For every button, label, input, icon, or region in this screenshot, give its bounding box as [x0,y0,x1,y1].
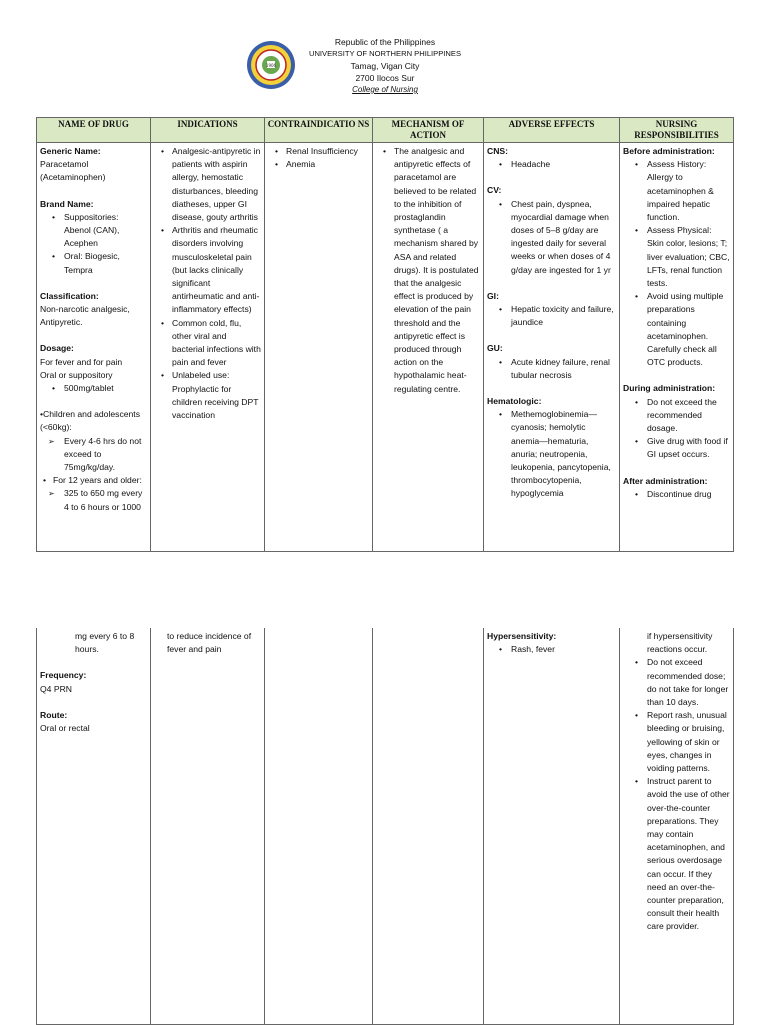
cv-label: CV: [487,185,502,196]
classification-2: Antipyretic. [40,317,83,328]
col-header-nursing: NURSING RESPONSIBILITIES [620,118,734,143]
children-dosage-item: ➢ Every 4-6 hrs do not exceed to 75mg/kg/day. [40,435,147,475]
mechanism-cell [373,143,484,552]
drug-study-table [36,117,734,552]
hematologic-label: Hematologic: [487,396,542,407]
col-header-contraindications: CONTRAINDICATIO NS [265,118,373,143]
list-item: • Analgesic-antipyretic in patients with aspirin allergy, hemostatic disturbances, bleeding diatheses, upper GI disease, gouty arthritis [154,145,261,224]
frequency-label: Frequency: [40,670,87,681]
list-item: • Report rash, unusual bleeding or bruising, yellowing of skin or eyes, changes in voiding patterns. [623,709,730,775]
contraindications-cell-continued [265,628,373,1025]
list-item: • Assess Physical: Skin color, lesions; T; liver evaluation; CBC, LFTs, renal function tests. [623,224,730,290]
table-header-row [37,118,734,143]
col-header-name: NAME OF DRUG [37,118,151,143]
during-label: During administration: [623,383,716,394]
list-item: • Unlabeled use: Prophylactic for children receiving DPT vaccination [154,369,261,422]
list-item: • Acute kidney failure, renal tubular necrosis [487,356,616,382]
hypersensitivity-label: Hypersensitivity: [487,631,557,641]
list-item: • Methemoglobinemia—cyanosis; hemolytic anemia—hematuria, anuria; neutropenia, leukopenia, pancytopenia, thrombocytopenia, hypoglycemia [487,408,616,500]
route-label: Route: [40,709,68,720]
header-line-4: 2700 Ilocos Sur [355,73,415,83]
dosage-continued: mg every 6 to 8 hours. [75,631,135,655]
name-cell-continued [37,628,151,1025]
generic-name-alt: (Acetaminophen) [40,172,106,183]
list-item: • Headache [487,158,616,171]
dosage-2: Oral or suppository [40,369,113,380]
contraindications-list [268,145,369,171]
indications-continued: to reduce incidence of fever and pain [167,631,252,655]
list-item: • Anemia [268,158,369,171]
table-row [37,143,734,552]
list-item: • Avoid using multiple preparations containing acetaminophen. Carefully check all OTC products. [623,290,730,369]
children-dosage: •Children and adolescents (<60kg): [40,409,140,433]
generic-name: Paracetamol [40,159,89,170]
contraindications-cell [265,143,373,552]
list-item: • Assess History: Allergy to acetaminophen & impaired hepatic function. [623,158,730,224]
before-label: Before administration: [623,146,715,156]
adverse-cell [484,143,620,552]
generic-label: Generic Name: [40,146,101,156]
seal-year: 1906 [265,63,277,68]
gi-label: GI: [487,290,499,301]
header-line-2: UNIVERSITY OF NORTHERN PHILIPPINES [308,49,462,58]
indications-cell [151,143,265,552]
list-item: • Do not exceed recommended dose; do not take for longer than 10 days. [623,656,730,709]
name-cell [37,143,151,552]
list-item: • Renal Insufficiency [268,145,369,158]
list-item: • Suppositories: Abenol (CAN), Acephen [40,211,147,251]
header-line-1: Republic of the Philippines [334,37,436,47]
cns-label: CNS: [487,146,509,156]
col-header-indications: INDICATIONS [151,118,265,143]
list-item: • Give drug with food if GI upset occurs. [623,435,730,461]
dosage-1: For fever and for pain [40,356,123,367]
indications-cell-continued [151,628,265,1025]
adult-dosage-item: ➢ 325 to 650 mg every 4 to 6 hours or 1000 [40,487,147,513]
classification-1: Non-narcotic analgesic, [40,304,130,315]
nursing-cell [620,143,734,552]
classification-label: Classification: [40,290,99,301]
college-name: College of Nursing [352,85,418,94]
header-line-3: Tamag, Vigan City [350,61,420,71]
document-page-2 [0,628,768,1024]
list-item: • Oral: Biogesic, Tempra [40,250,147,276]
table-row [37,628,734,1025]
list-item: • Discontinue drug [623,488,730,501]
dosage-tablet: • 500mg/tablet [40,382,147,395]
nursing-continued: if hypersensitivity reactions occur. [647,631,713,655]
list-item: • Chest pain, dyspnea, myocardial damage when doses of 5–8 g/day are ingested daily for several weeks or when doses of 4 g/day are ingested for 1 yr [487,198,616,277]
col-header-adverse: ADVERSE EFFECTS [484,118,620,143]
list-item: • Do not exceed the recommended dosage. [623,396,730,436]
indications-list [154,145,261,422]
col-header-mechanism: MECHANISM OF ACTION [373,118,484,143]
institution-header [290,36,480,96]
brand-list [40,211,147,277]
list-item: • Arthritis and rheumatic disorders involving musculoskeletal pain (but lacks clinically significant antirheumatic and anti-inflammatory effects) [154,224,261,316]
list-item: • Common cold, flu, other viral and bacterial infections with pain and fever [154,317,261,370]
university-seal-icon [246,40,296,90]
adverse-cell-continued [484,628,620,1025]
list-item: • Hepatic toxicity and failure, jaundice [487,303,616,329]
mechanism-cell-continued [373,628,484,1025]
brand-label: Brand Name: [40,198,94,209]
frequency-value: Q4 PRN [40,683,72,694]
after-label: After administration: [623,475,708,486]
gu-label: GU: [487,343,503,354]
list-item: • Rash, fever [487,643,616,656]
list-item: • Instruct parent to avoid the use of other over-the-counter preparations. They may contain acetaminophen, and serious overdosage can occur. If they need an over-the-counter preparation, consult their health care provider. [623,775,730,933]
mechanism-text: • The analgesic and antipyretic effects of paracetamol are believed to be related to the inhibition of prostaglandin synthetase ( a mechanism shared by ASA and related drugs). It is postulated that the analgesic effect is produced by elevation of the pain threshold and the antipyretic effect is produced through action on the hypothalamic heat-regulating centre. [376,145,480,396]
dosage-label: Dosage: [40,343,74,354]
nursing-cell-continued [620,628,734,1025]
drug-study-table-continued [36,628,734,1025]
route-value: Oral or rectal [40,723,90,734]
adult-dosage: • For 12 years and older: [40,474,147,487]
